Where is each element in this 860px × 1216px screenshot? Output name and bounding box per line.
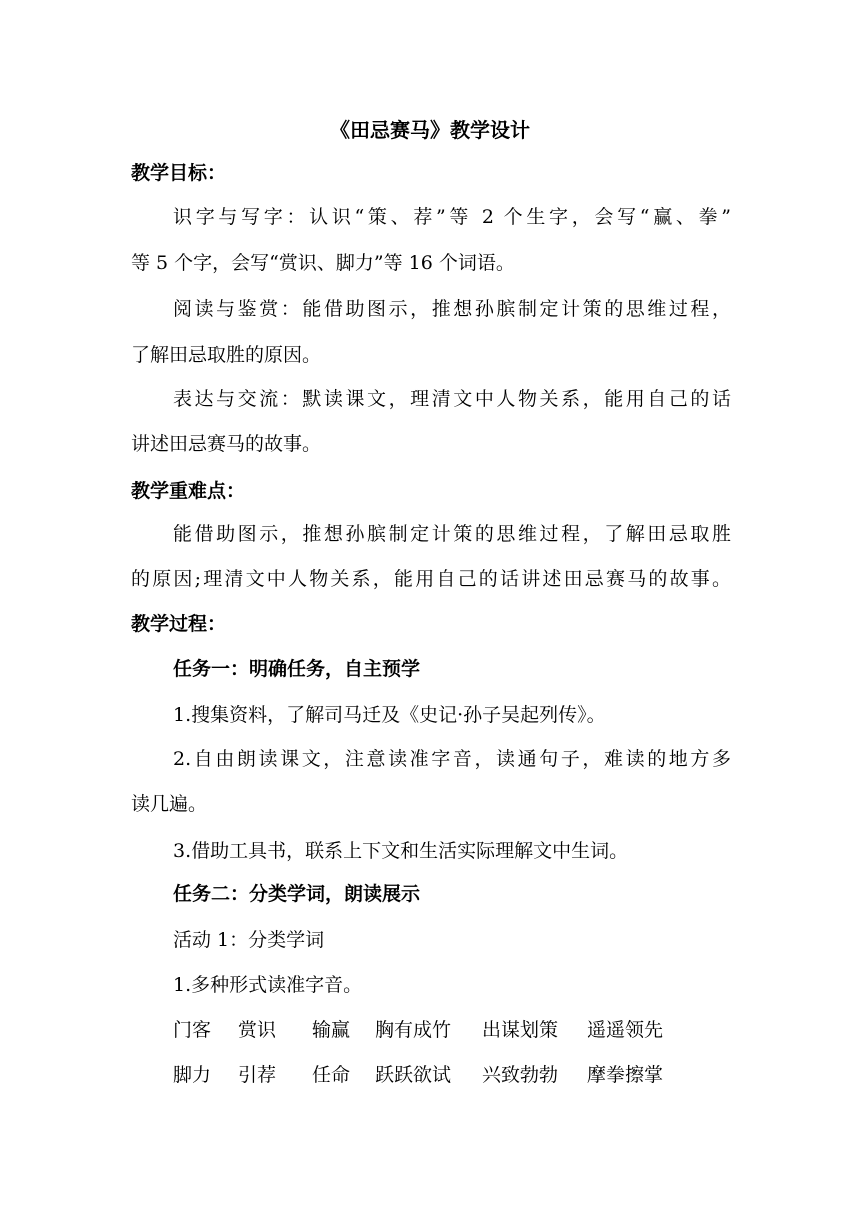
task2-heading: 任务二：分类学词，朗读展示 xyxy=(173,883,421,905)
vocabulary-word: 输赢 xyxy=(312,1019,351,1041)
vocabulary-word: 门客 xyxy=(173,1019,212,1041)
vocabulary-word: 跃跃欲试 xyxy=(375,1064,452,1086)
task1-step2-line2: 读几遍。 xyxy=(131,793,208,815)
expression-objective-line1: 表达与交流：默读课文，理清文中人物关系，能用自己的话 xyxy=(173,388,731,410)
expression-objective-line2: 讲述田忌赛马的故事。 xyxy=(131,433,322,455)
vocabulary-word: 摩拳擦掌 xyxy=(587,1064,664,1086)
key-points-heading: 教学重难点： xyxy=(131,480,246,502)
literacy-objective-line1: 识字与写字：认识“策、荐”等 2 个生字，会写“赢、拳” xyxy=(173,206,731,228)
key-points-line2: 的原因;理清文中人物关系，能用自己的话讲述田忌赛马的故事。 xyxy=(131,568,731,590)
vocabulary-word: 赏识 xyxy=(238,1019,277,1041)
vocabulary-word: 引荐 xyxy=(238,1064,277,1086)
task1-step1: 1.搜集资料，了解司马迁及《史记·孙子吴起列传》。 xyxy=(173,704,606,726)
document-title: 《田忌赛马》教学设计 xyxy=(330,118,530,142)
task2-step1: 1.多种形式读准字音。 xyxy=(173,974,363,996)
vocabulary-word: 出谋划策 xyxy=(482,1019,559,1041)
vocabulary-word: 遥遥领先 xyxy=(587,1019,664,1041)
vocabulary-word: 脚力 xyxy=(173,1064,212,1086)
vocabulary-word: 胸有成竹 xyxy=(375,1019,452,1041)
key-points-line1: 能借助图示，推想孙膑制定计策的思维过程，了解田忌取胜 xyxy=(173,523,731,545)
literacy-objective-line2: 等 5 个字，会写“赏识、脚力”等 16 个词语。 xyxy=(131,252,515,274)
reading-objective-line1: 阅读与鉴赏：能借助图示，推想孙膑制定计策的思维过程， xyxy=(173,298,731,320)
task2-activity1: 活动 1：分类学词 xyxy=(173,929,325,951)
vocabulary-word: 任命 xyxy=(312,1064,351,1086)
task1-step2-line1: 2.自由朗读课文，注意读准字音，读通句子，难读的地方多 xyxy=(173,748,731,770)
vocabulary-word: 兴致勃勃 xyxy=(482,1064,559,1086)
objectives-heading: 教学目标： xyxy=(131,162,227,184)
task1-step3: 3.借助工具书，联系上下文和生活实际理解文中生词。 xyxy=(173,840,629,862)
task1-heading: 任务一：明确任务，自主预学 xyxy=(173,658,421,680)
process-heading: 教学过程： xyxy=(131,613,227,635)
reading-objective-line2: 了解田忌取胜的原因。 xyxy=(131,344,322,366)
